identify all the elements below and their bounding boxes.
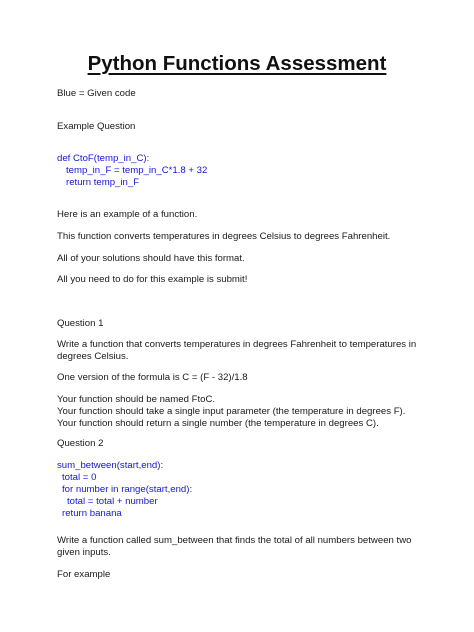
example-code-line-3: return temp_in_F (66, 177, 140, 188)
question2-for-example: For example (57, 569, 111, 580)
question1-requirement-1: Your function should be named FtoC. (57, 394, 216, 405)
question2-code-line-2: total = 0 (62, 472, 97, 483)
question2-code-line-5: return banana (62, 508, 122, 519)
question1-requirement-2: Your function should take a single input parameter (the temperature in degrees F). (57, 406, 406, 417)
question1-formula: One version of the formula is C = (F - 32)/1.8 (57, 372, 248, 383)
example-paragraph-3: All of your solutions should have this format. (57, 253, 245, 264)
question2-code-line-4: total = total + number (67, 496, 158, 507)
question1-heading: Question 1 (57, 318, 104, 329)
question1-prompt: Write a function that converts temperatures in degrees Fahrenheit to temperatures in degrees Celsius. (57, 339, 417, 363)
question2-code-line-1: sum_between(start,end): (57, 460, 164, 471)
example-code-line-2: temp_in_F = temp_in_C*1.8 + 32 (66, 165, 208, 176)
question2-code-line-3: for number in range(start,end): (62, 484, 193, 495)
document-title: Python Functions Assessment (87, 52, 387, 75)
example-heading: Example Question (57, 121, 136, 132)
question1-requirement-3: Your function should return a single number (the temperature in degrees C). (57, 418, 379, 429)
example-paragraph-4: All you need to do for this example is submit! (57, 274, 248, 285)
example-paragraph-1: Here is an example of a function. (57, 209, 198, 220)
color-legend: Blue = Given code (57, 88, 136, 99)
question2-heading: Question 2 (57, 438, 104, 449)
example-paragraph-2: This function converts temperatures in degrees Celsius to degrees Fahrenheit. (57, 231, 391, 242)
example-code-line-1: def CtoF(temp_in_C): (57, 153, 150, 164)
question2-prompt: Write a function called sum_between that finds the total of all numbers between two given inputs. (57, 535, 412, 559)
